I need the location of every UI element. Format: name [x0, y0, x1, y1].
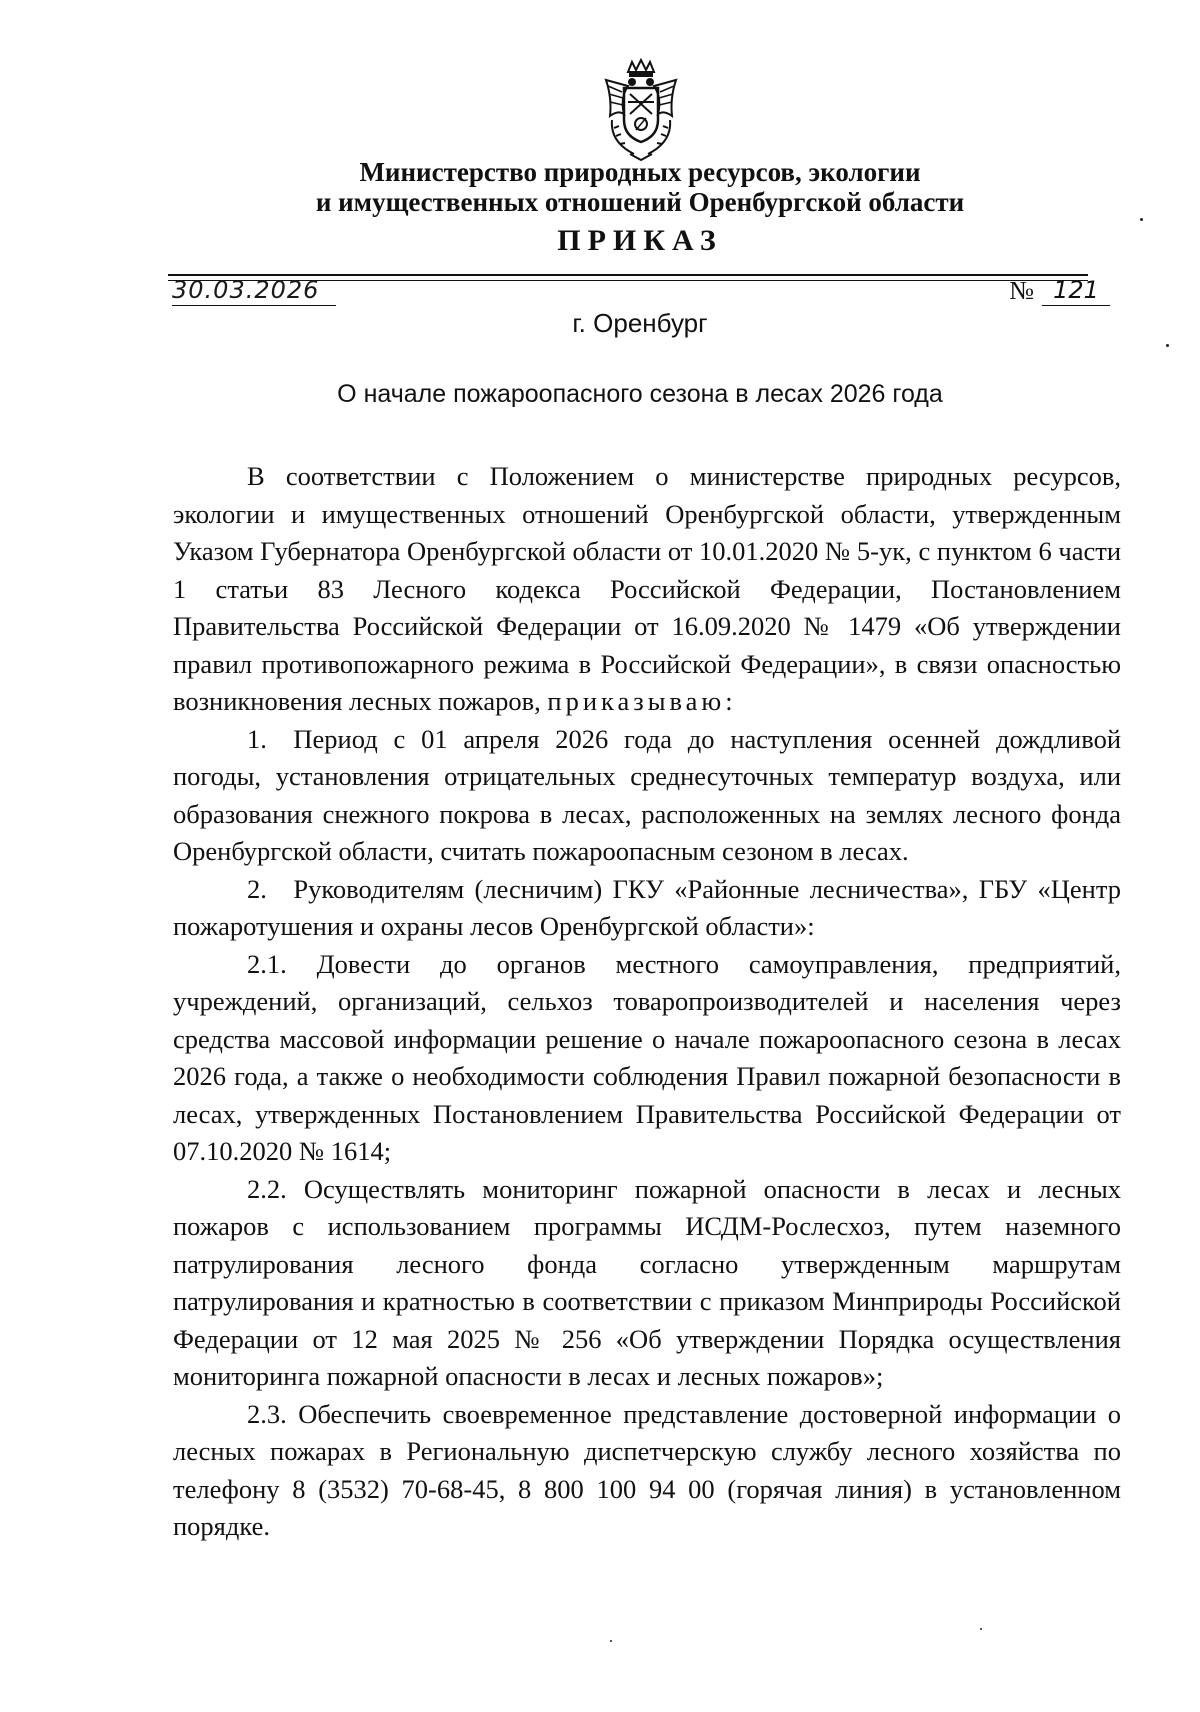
item-2-3: 2.3. Обеспечить своевременное представление достоверной информации о лесных пожарах в Региональную диспетчерскую службу лесного хозяйства по телефону 8 (3532) 70-68-45, 8 800 100 94 00 (горячая линия) в установленном порядке. [173, 1398, 1121, 1541]
preamble-paragraph [173, 458, 1121, 721]
ministry-name-line1: Министерство природных ресурсов, экологии [359, 157, 921, 187]
number-sign: № [1009, 276, 1034, 305]
scan-speck [610, 1640, 612, 1642]
order-subject: О начале пожароопасного сезона в лесах 2026 года [337, 380, 943, 408]
decree-word: приказываю: [547, 686, 737, 716]
item-2-2: 2.2. Осуществлять мониторинг пожарной опасности в лесах и лесных пожаров с использованием программы ИСДМ-Рослесхоз, путем наземного патрулирования лесного фонда согласно утвержденным маршрутам патрулирования и кратностью в соответствии с приказом Минприроды Российской Федерации от 12 мая 2025 № 256 «Об утверждении Порядка осуществления мониторинга пожарной опасности в лесах и лесных пожаров»; [173, 1173, 1121, 1391]
item-2: 2. Руководителям (лесничим) ГКУ «Районные лесничества», ГБУ «Центр пожаротушения и охраны лесов Оренбургской области»: [173, 873, 1121, 941]
order-date: 30.03.2026 [172, 276, 336, 306]
item-1: 1. Период с 01 апреля 2026 года до наступления осенней дождливой погоды, установления отрицательных среднесуточных температур воздуха, или образования снежного покрова в лесах, расположенных на землях лесного фонда Оренбургской области, считать пожароопасным сезоном в лесах. [173, 723, 1121, 866]
city: г. Оренбург [572, 308, 708, 338]
order-title: ПРИКАЗ [557, 224, 723, 257]
order-number-block [1009, 276, 1110, 306]
ministry-name-line2: и имущественных отношений Оренбургской области [315, 187, 965, 217]
preamble-text: В соответствии с Положением о министерстве природных ресурсов, экологии и имущественных отношений Оренбургской области, утвержденным Указом Губернатора Оренбургской области от 10.01.2020 № 5-ук, с пунктом 6 части 1 статьи 83 Лесного кодекса Российской Федерации, Постановлением Правительства Российской Федерации от 16.09.2020 № 1479 «Об утверждении правил противопожарного режима в Российской Федерации», в связи опасностью возникновения лесных пожаров, [173, 461, 1121, 716]
scan-speck [980, 1628, 982, 1630]
coat-of-arms-emblem [598, 58, 684, 162]
scan-speck [1140, 218, 1143, 221]
item-2-1: 2.1. Довести до органов местного самоуправления, предприятий, учреждений, организаций, сельхоз товаропроизводителей и населения через средства массовой информации решение о начале пожароопасного сезона в лесах 2026 года, а также о необходимости соблюдения Правил пожарной безопасности в лесах, утвержденных Постановлением Правительства Российской Федерации от 07.10.2020 № 1614; [173, 948, 1121, 1166]
order-body [173, 458, 1121, 1546]
order-number: 121 [1042, 276, 1110, 306]
scan-speck [1166, 344, 1169, 347]
